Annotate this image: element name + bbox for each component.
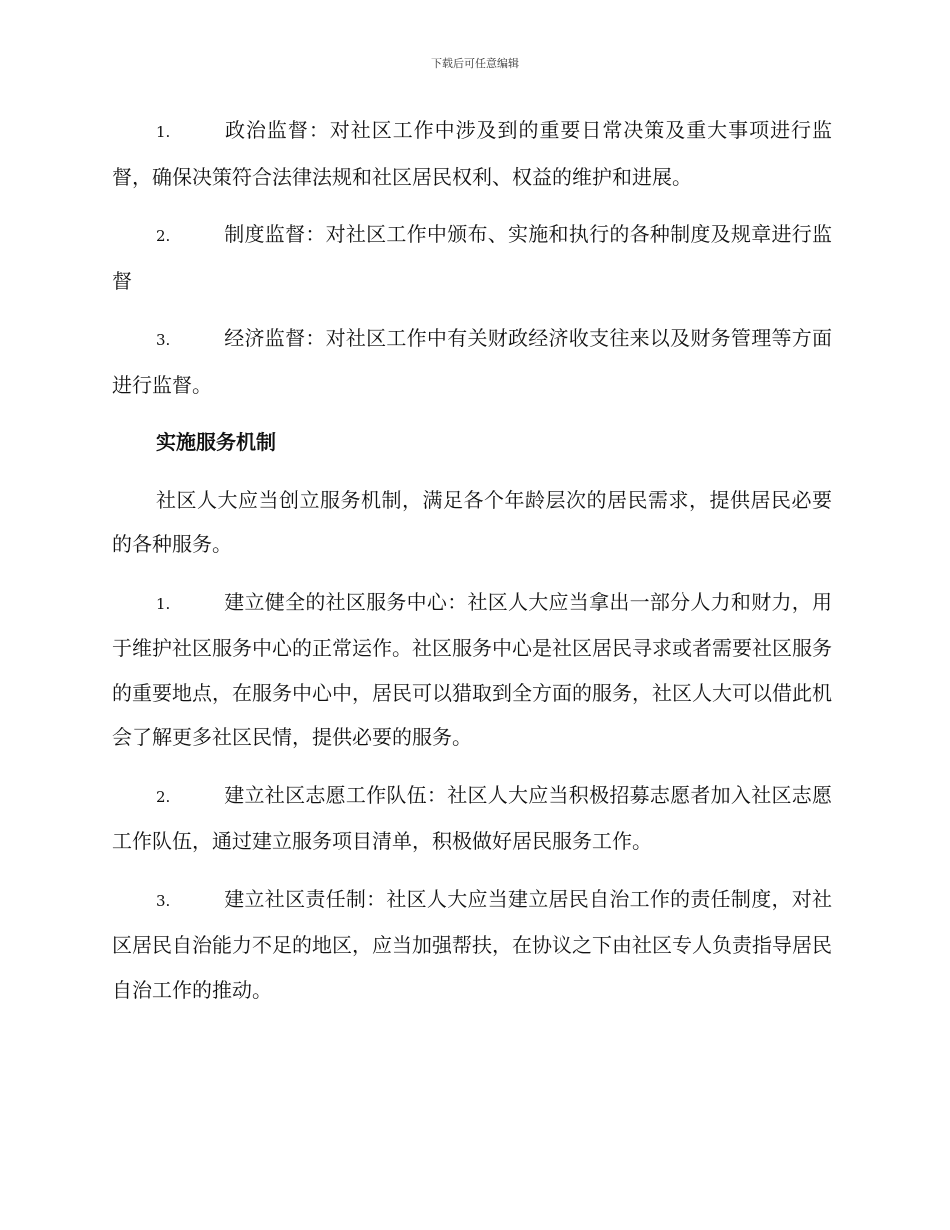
list-text: 建立社区责任制：社区人大应当建立居民自治工作的责任制度，对社区居民自治能力不足的地区，应当加强帮扶，在协议之下由社区专人负责指导居民自治工作的推动。 xyxy=(112,886,832,1002)
list-number: 2. xyxy=(156,227,171,245)
list-item xyxy=(112,108,832,199)
section-intro: 社区人大应当创立服务机制，满足各个年龄层次的居民需求，提供居民必要的各种服务。 xyxy=(112,487,832,556)
list-item xyxy=(112,316,832,407)
list-text: 制度监督：对社区工作中颁布、实施和执行的各种制度及规章进行监督 xyxy=(112,222,832,293)
list-text: 经济监督：对社区工作中有关财政经济收支往来以及财务管理等方面进行监督。 xyxy=(112,326,832,397)
list-text: 建立社区志愿工作队伍：社区人大应当积极招募志愿者加入社区志愿工作队伍，通过建立服务项目清单，积极做好居民服务工作。 xyxy=(112,782,832,853)
list-number: 2. xyxy=(156,787,171,806)
page-header: 下载后可任意编辑 xyxy=(431,57,519,70)
list-number: 3. xyxy=(156,331,171,349)
section-heading: 实施服务机制 xyxy=(156,430,276,454)
list-item xyxy=(112,212,832,303)
list-text: 政治监督：对社区工作中涉及到的重要日常决策及重大事项进行监督，确保决策符合法律法规和社区居民权利、权益的维护和进展。 xyxy=(112,118,832,189)
list-number: 3. xyxy=(156,891,171,910)
list-item xyxy=(112,877,832,1013)
list-item xyxy=(112,773,832,864)
list-number: 1. xyxy=(156,594,171,613)
list-number: 1. xyxy=(156,123,171,141)
document-body xyxy=(112,108,832,1025)
list-item xyxy=(112,580,832,760)
list-text: 建立健全的社区服务中心：社区人大应当拿出一部分人力和财力，用于维护社区服务中心的正常运作。社区服务中心是社区居民寻求或者需要社区服务的重要地点，在服务中心中，居民可以猎取到全方面的服务，社区人大可以借此机会了解更多社区民情，提供必要的服务。 xyxy=(112,589,832,749)
